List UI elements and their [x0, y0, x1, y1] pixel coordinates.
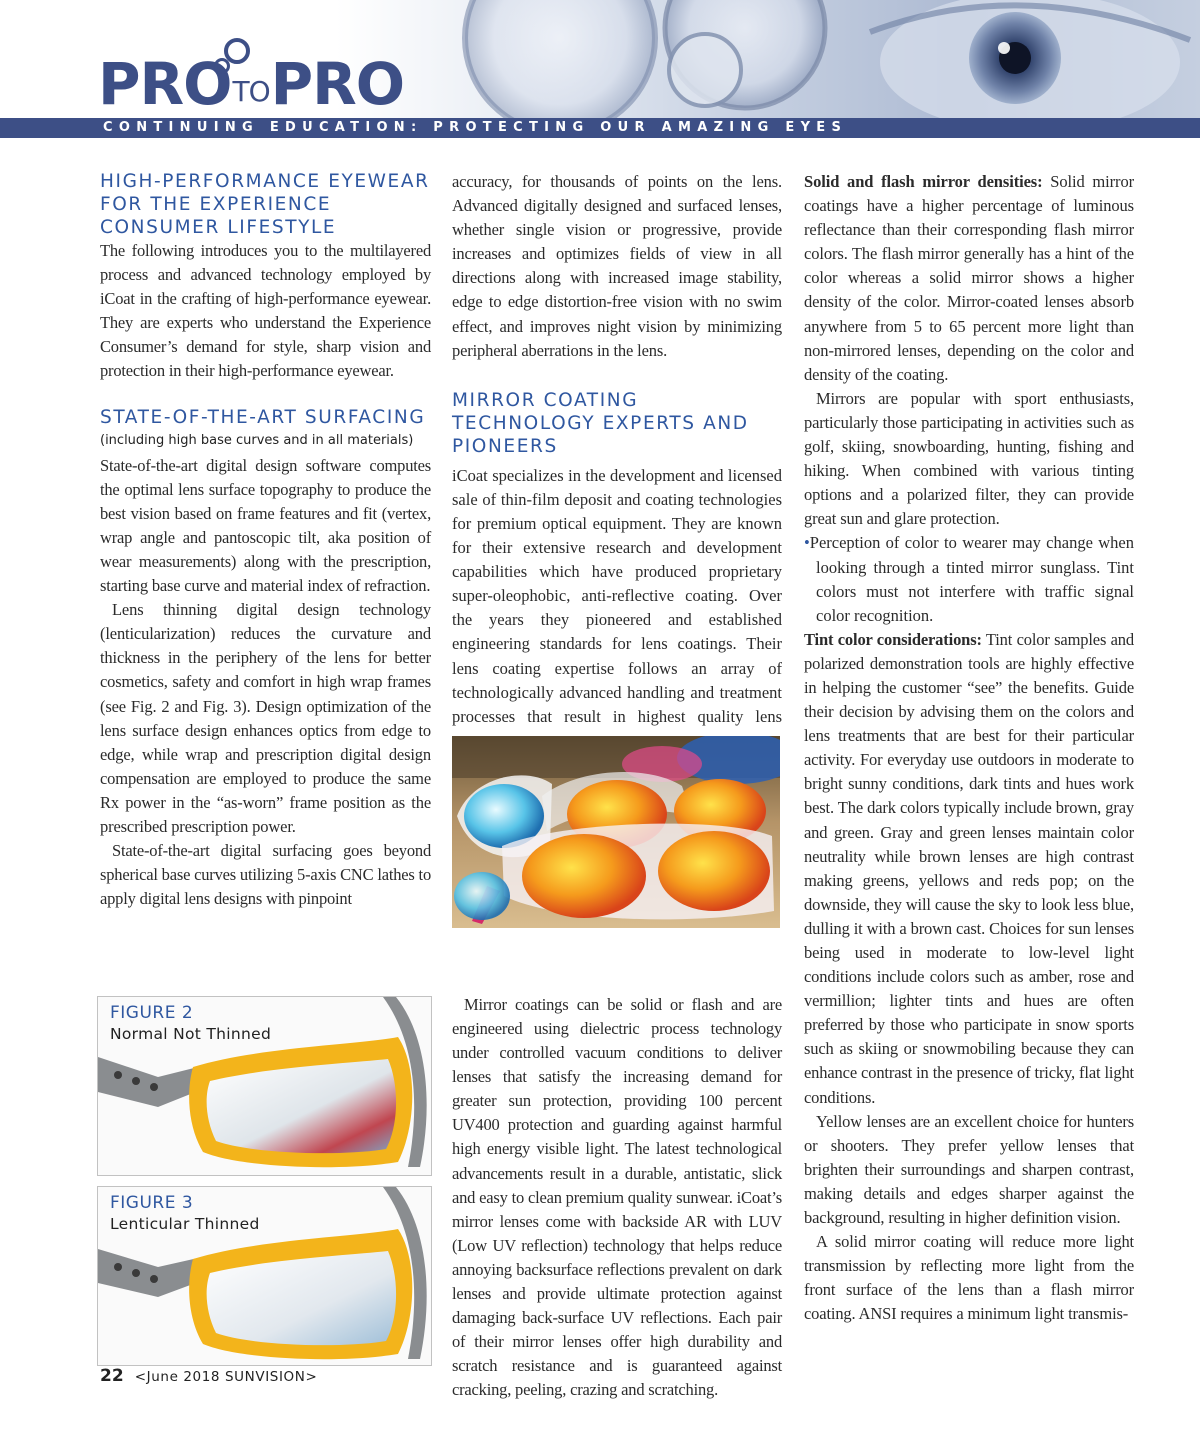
paragraph: The following introduces you to the multilayered process and advanced technology employed by iCoat in the crafting of high-performance eyewear. They are experts who understand the Experience Consumer’s demand for style, sharp vision and protection in their high-performance eyewear. — [100, 241, 431, 381]
paragraph: A solid mirror coating will reduce more light transmission by reflecting more light from the front surface of the lens than a flash mirror coating. ANSI requires a minimum light transmis- — [804, 1232, 1134, 1324]
figure-2-eyewear-illustration — [98, 997, 432, 1176]
section-banner — [0, 118, 1200, 138]
paragraph: Yellow lenses are an excellent choice for hunters or shooters. They prefer yellow lenses that brighten their surroundings and sharpen contrast, making details and edges sharper against the background, resulting in higher definition vision. — [804, 1111, 1134, 1228]
bullet-dot-icon: • — [804, 533, 810, 553]
heading-mirror-coating: MIRROR COATING TECHNOLOGY EXPERTS AND PIONEERS — [452, 389, 749, 457]
logo-pro-right: PRO — [270, 50, 405, 118]
logo-pro-left: PRO — [98, 50, 232, 118]
banner-text: CONTINUING EDUCATION: PROTECTING OUR AMAZING EYES — [103, 120, 848, 135]
figure-3-eyewear-illustration — [98, 1187, 432, 1366]
logo-ring-small — [214, 58, 230, 74]
page-number: 22 — [100, 1366, 124, 1386]
bullet-item — [804, 531, 1134, 627]
sunglasses-photo — [452, 736, 780, 928]
page-header — [0, 0, 1200, 138]
lead-tint-color: Tint color considerations: — [804, 629, 982, 649]
issue-label: <June 2018 SUNVISION> — [134, 1369, 318, 1385]
paragraph-text: Solid mirror coatings have a higher percentage of luminous reflectance than their corresponding flash mirror colors. The flash mirror generally has a hint of the color whereas a solid mirror shows a higher density of the color. Mirror-coated lenses absorb anywhere from 5 to 65 percent more light than non-mirrored lenses, depending on the color and density of the coating. — [804, 172, 1134, 384]
page-footer — [100, 1366, 317, 1386]
figure-2-caption: Normal Not Thinned — [110, 1025, 272, 1043]
heading-state-of-the-art: STATE-OF-THE-ART SURFACING — [100, 406, 426, 428]
bullet-text: Perception of color to wearer may change when looking through a tinted mirror sunglass. Tint colors must not interfere with traffic signal color recognition. — [809, 533, 1134, 625]
figure-2 — [97, 996, 432, 1176]
figure-3-label: FIGURE 3 — [110, 1193, 194, 1213]
paragraph: iCoat specializes in the development and licensed sale of thin-film deposit and coating technologies for premium optical equipment. They are known for their extensive research and development capabilities which have produced proprietary super-oleophobic, anti-reflective coating. Over the years they pioneered and established engineering standards for lens coatings. Their lens coating expertise follows an array of technologically advanced handling and treatment processes that result in highest quality lens — [452, 465, 782, 726]
paragraph: Mirrors are popular with sport enthusiasts, particularly those participating in activities such as golf, skiing, snowboarding, hunting, fishing and hiking. When combined with various tinting options and a polarized filter, they can provide great sun and glare protection. — [804, 388, 1134, 529]
logo-to: TO — [232, 75, 270, 108]
pro-to-pro-logo — [98, 52, 404, 116]
paragraph: Mirror coatings can be solid or flash and are engineered using dielectric process technology under controlled vacuum conditions to deliver lenses that satisfy the increasing demand for greater sun protection, providing 100 percent UV400 protection and guarding against harmful high energy visible light. The latest technological advancements result in a durable, antistatic, slick and easy to clean premium quality sunwear. iCoat’s mirror lenses come with backside AR with LUV (Low UV reflection) technology that helps reduce annoying backsurface reflections prevalent on dark lenses and provide ultimate protection against damaging back-surface UV reflections. Each pair of their mirror lenses offer high durability and scratch resistance and is guaranteed against cracking, peeling, crazing and scratching. — [452, 994, 782, 1400]
column-3 — [804, 170, 1134, 1327]
subheading: (including high base curves and in all materials) — [100, 432, 414, 448]
figure-3-caption: Lenticular Thinned — [110, 1215, 260, 1233]
lead-solid-flash: Solid and flash mirror densities: — [804, 172, 1043, 191]
paragraph: Lens thinning digital design technology (lenticularization) reduces the curvature and thickness in the periphery of the lens for better cosmetics, safety and comfort in high wrap frames (see Fig. 2 and Fig. 3). Design optimization of the lens surface design enhances optics from edge to edge, while wrap and prescription digital design compensation are employed to produce the same Rx power in the “as-worn” frame position as the prescribed prescription power. — [100, 600, 431, 836]
heading-high-performance: HIGH-PERFORMANCE EYEWEAR FOR THE EXPERIENCE CONSUMER LIFESTYLE — [100, 171, 430, 238]
paragraph — [804, 628, 1134, 1110]
paragraph: State-of-the-art digital surfacing goes beyond spherical base curves utilizing 5-axis CNC lathes to apply digital lens designs with pinpoint — [100, 841, 431, 909]
paragraph: accuracy, for thousands of points on the lens. Advanced digitally designed and surfaced lenses, whether single vision or progressive, provide increases and optimizes fields of view in all directions along with increased image stability, edge to edge distortion-free vision with no swim effect, and improves night vision by minimizing peripheral aberrations in the lens. — [452, 172, 782, 360]
paragraph — [804, 170, 1134, 387]
paragraph-text: Tint color samples and polarized demonstration tools are highly effective in helping the customer “see” the benefits. Guide their decision by advising them on the colors and lens treatments that are best for their particular activity. For everyday use outdoors in moderate to bright sunny conditions, dark tints and hues work best. The dark colors typically include brown, gray and green. Gray and green lenses maintain color neutrality while brown lenses are high contrast making greens, yellows and reds pop; on the downside, they will cause the sky to look less blue, dulling it with a brown cast. Choices for sun lenses being used in moderate to low-level light conditions include colors such as amber, rose and vermillion; lighter tints and hues are often preferred by those who participate in snow sports such as skiing or snowmobiling because they can enhance contrast in the presence of tricky, flat light conditions. — [804, 629, 1134, 1107]
figure-2-label: FIGURE 2 — [110, 1003, 194, 1023]
figure-3 — [97, 1186, 432, 1366]
paragraph: State-of-the-art digital design software computes the optimal lens surface topography to produce the best vision based on frame features and fit (vertex, wrap angle and pantoscopic tilt, aka position of wear measurements) along with the prescription, starting base curve and material index of refraction. — [100, 455, 431, 596]
column-1 — [100, 170, 431, 911]
